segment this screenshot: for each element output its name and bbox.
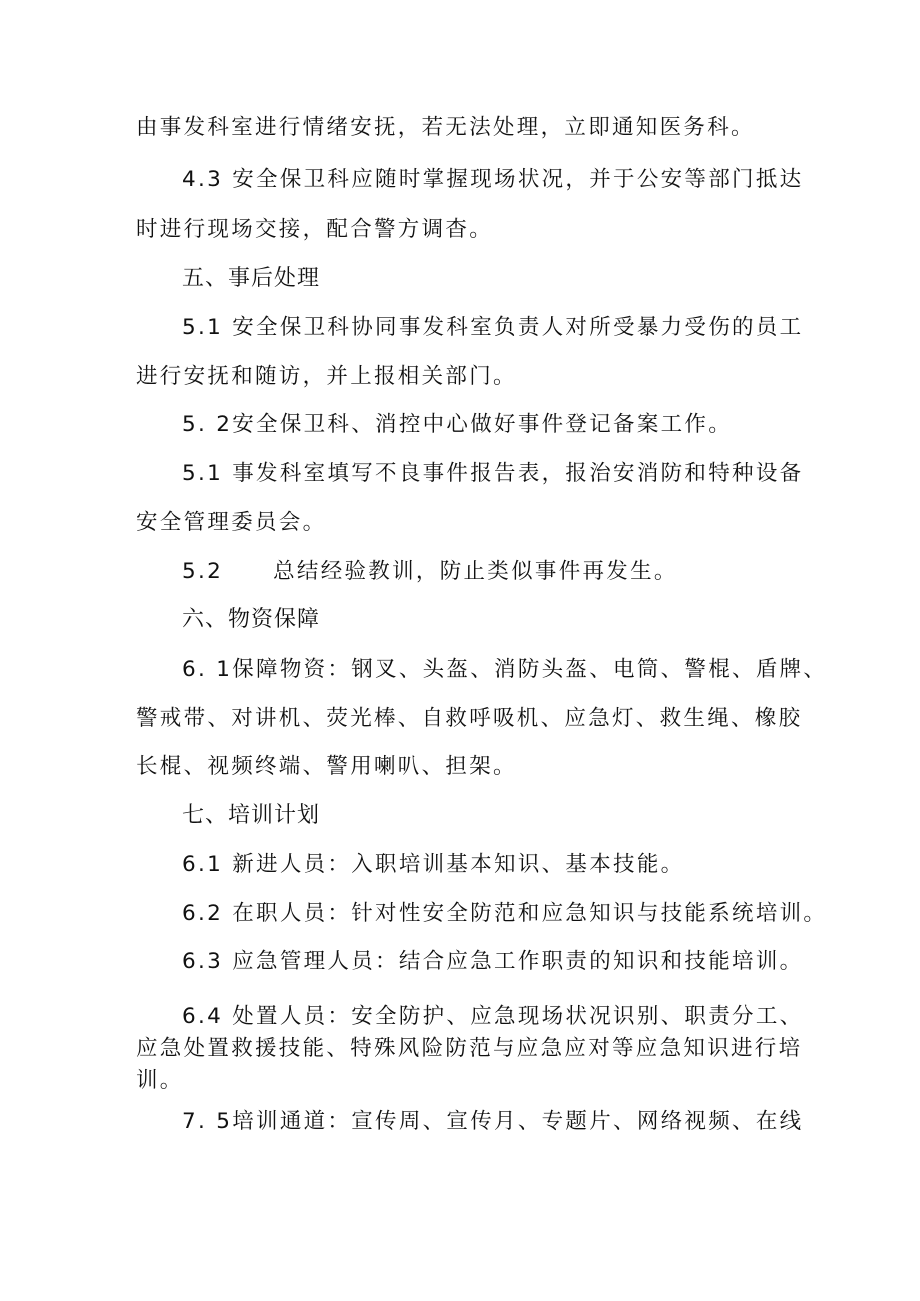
item-number: 5.2	[182, 559, 224, 584]
section-heading: 七、培训计划	[182, 803, 321, 828]
section-heading: 五、事后处理	[182, 266, 321, 291]
paragraph-line: 6.4 处置人员：安全防护、应急现场状况识别、职责分工、	[182, 1004, 804, 1029]
paragraph-line: 4.3 安全保卫科应随时掌握现场状况，并于公安等部门抵达	[182, 167, 804, 192]
paragraph-line: 6.3 应急管理人员：结合应急工作职责的知识和技能培训。	[182, 949, 804, 974]
paragraph-line: 7. 5培训通道：宣传周、宣传月、专题片、网络视频、在线	[182, 1109, 804, 1134]
paragraph-line: 由事发科室进行情绪安抚，若无法处理，立即通知医务科。	[136, 115, 755, 140]
item-text: 总结经验教训，防止类似事件再发生。	[273, 559, 678, 584]
paragraph-line: 6.2 在职人员：针对性安全防范和应急知识与技能系统培训。	[182, 901, 828, 926]
paragraph-line: 5.1 安全保卫科协同事发科室负责人对所受暴力受伤的员工	[182, 315, 804, 340]
paragraph-line: 5. 2安全保卫科、消控中心做好事件登记备案工作。	[182, 412, 733, 437]
section-heading: 六、物资保障	[182, 607, 321, 632]
paragraph-line: 6.1 新进人员：入职培训基本知识、基本技能。	[182, 852, 685, 877]
paragraph-line: 6. 1保障物资：钢叉、头盔、消防头盔、电筒、警棍、盾牌、	[182, 657, 828, 682]
paragraph-line: 时进行现场交接，配合警方调杳。	[136, 217, 494, 242]
paragraph-line: 警戒带、对讲机、荧光棒、自救呼吸机、应急灯、救生绳、橡胶	[136, 706, 803, 731]
paragraph-line: 应急处置救援技能、特殊风险防范与应急应对等应急知识进行培	[136, 1036, 803, 1061]
paragraph-line: 进行安抚和随访，并上报相关部门。	[136, 364, 517, 389]
paragraph-line	[182, 557, 800, 587]
paragraph-line: 训。	[136, 1068, 184, 1093]
paragraph-line: 长棍、视频终端、警用喇叭、担架。	[136, 754, 517, 779]
paragraph-line: 安全管理委员会。	[136, 510, 327, 535]
paragraph-line: 5.1 事发科室填写不良事件报告表，报治安消防和特种设备	[182, 461, 804, 486]
